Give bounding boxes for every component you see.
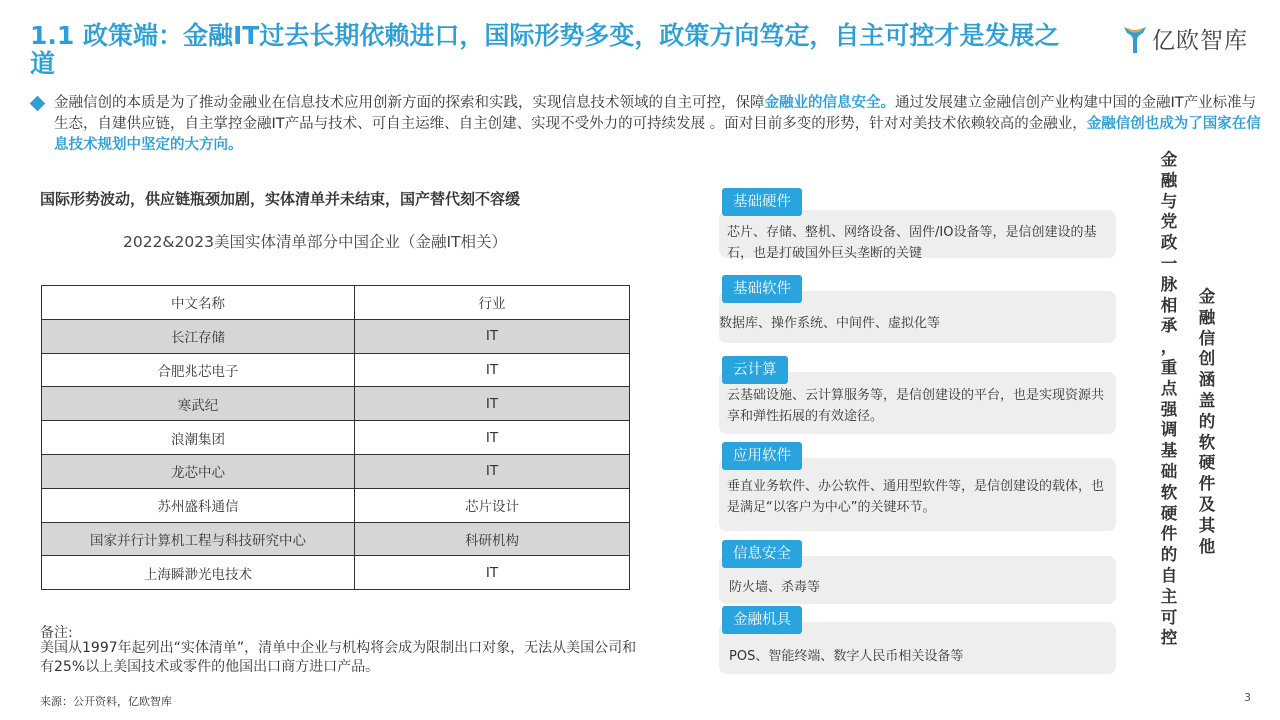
intro-highlight-2: 金融信创也成为了国家在信息技术规划中坚定的大方向。 [54, 116, 1261, 153]
entity-list-table [41, 285, 630, 590]
intro-text-1: 金融信创的本质是为了推动金融业在信息技术应用创新方面的探索和实践，实现信息技术领域的自主可控，保障 [54, 95, 765, 111]
company-name-cell: 寒武纪 [42, 387, 355, 421]
column-header: 中文名称 [42, 286, 355, 320]
vertical-char: 点 [1160, 378, 1178, 398]
company-name-cell: 国家并行计算机工程与科技研究中心 [42, 522, 355, 556]
vertical-char: 一 [1160, 253, 1178, 273]
industry-cell: 芯片设计 [355, 488, 630, 522]
category-desc: POS、智能终端、数字人民币相关设备等 [729, 649, 964, 664]
vertical-char: 重 [1160, 357, 1178, 377]
page-number: 3 [1244, 691, 1251, 704]
vertical-char: 件 [1198, 474, 1216, 494]
category-desc: 防火墙、杀毒等 [729, 580, 821, 595]
table-row [42, 454, 630, 488]
note-label: 备注: [40, 625, 73, 641]
vertical-char: 软 [1160, 482, 1178, 502]
intro-block [32, 93, 1262, 156]
category-label: 云计算 [722, 356, 788, 384]
vertical-char: 他 [1198, 536, 1216, 556]
logo-icon [1122, 23, 1148, 55]
vertical-char: 的 [1160, 545, 1178, 565]
company-name-cell: 长江存储 [42, 319, 355, 353]
category-label: 基础硬件 [722, 188, 802, 216]
vertical-char: 软 [1198, 432, 1216, 452]
table-row [42, 556, 630, 590]
intro-text-2: 通过发展建立金融信创产业构建中国的金融IT产业标准与生态，自建供应链，自主掌控金融IT产品与技术、可自主运维、自主创建、实现不受外力的可持续发展 。面对目前多变的形势，针对对美技术依赖较高的金融业， [54, 95, 1257, 132]
table-row [42, 319, 630, 353]
vertical-char: 及 [1198, 494, 1216, 514]
category-desc: 数据库、操作系统、中间件、虚拟化等 [719, 316, 941, 331]
category-label: 应用软件 [722, 442, 802, 470]
vertical-char: 相 [1160, 295, 1178, 315]
company-name-cell: 合肥兆芯电子 [42, 353, 355, 387]
side-text-coverage [1196, 287, 1218, 557]
vertical-char: 创 [1198, 349, 1216, 369]
industry-cell: IT [355, 387, 630, 421]
vertical-char: 硬 [1198, 453, 1216, 473]
company-name-cell: 浪潮集团 [42, 421, 355, 455]
page-title: 1.1 政策端：金融IT过去长期依赖进口，国际形势多变，政策方向笃定，自主可控才是发展之道 [30, 21, 1060, 78]
vertical-char: 融 [1198, 307, 1216, 327]
source-text: 来源：公开资料，亿欧智库 [40, 695, 172, 708]
vertical-char: 承 [1160, 316, 1178, 336]
vertical-char: 主 [1160, 586, 1178, 606]
category-label: 金融机具 [722, 606, 802, 634]
column-header: 行业 [355, 286, 630, 320]
table-row [42, 522, 630, 556]
category-desc: 垂直业务软件、办公软件、通用型软件等，是信创建设的载体，也是满足“以客户为中心”的关键环节。 [727, 479, 1105, 515]
table-title: 2022&2023美国实体清单部分中国企业（金融IT相关） [122, 233, 508, 251]
table-row [42, 387, 630, 421]
industry-cell: IT [355, 319, 630, 353]
vertical-char: 自 [1160, 565, 1178, 585]
logo [1122, 22, 1248, 55]
vertical-char: 涵 [1198, 370, 1216, 390]
table-row [42, 488, 630, 522]
vertical-char: 硬 [1160, 503, 1178, 523]
vertical-char: ， [1160, 337, 1178, 357]
vertical-char: 强 [1160, 399, 1178, 419]
table-row [42, 353, 630, 387]
table-header-row [42, 286, 630, 320]
industry-cell: IT [355, 421, 630, 455]
bullet-diamond-icon [30, 96, 46, 112]
vertical-char: 政 [1160, 233, 1178, 253]
vertical-char: 的 [1198, 411, 1216, 431]
side-text-policy [1158, 150, 1180, 649]
vertical-char: 盖 [1198, 390, 1216, 410]
industry-cell: IT [355, 556, 630, 590]
vertical-char: 与 [1160, 191, 1178, 211]
intro-paragraph [54, 93, 1262, 156]
vertical-char: 党 [1160, 212, 1178, 232]
company-name-cell: 龙芯中心 [42, 454, 355, 488]
vertical-char: 其 [1198, 515, 1216, 535]
industry-cell: IT [355, 454, 630, 488]
vertical-char: 融 [1160, 170, 1178, 190]
vertical-char: 控 [1160, 628, 1178, 648]
vertical-char: 金 [1198, 287, 1216, 306]
intro-highlight-1: 金融业的信息安全。 [764, 95, 895, 111]
vertical-char: 础 [1160, 461, 1178, 481]
category-label: 基础软件 [722, 275, 802, 303]
industry-cell: IT [355, 353, 630, 387]
category-desc: 芯片、存储、整机、网络设备、固件/IO设备等，是信创建设的基石，也是打破国外巨头垄断的关键 [727, 225, 1097, 261]
industry-cell: 科研机构 [355, 522, 630, 556]
table-row [42, 421, 630, 455]
vertical-char: 金 [1160, 150, 1178, 169]
vertical-char: 基 [1160, 441, 1178, 461]
vertical-char: 调 [1160, 420, 1178, 440]
company-name-cell: 苏州盛科通信 [42, 488, 355, 522]
logo-text: 亿欧智库 [1152, 28, 1248, 54]
vertical-char: 可 [1160, 607, 1178, 627]
company-name-cell: 上海瞬渺光电技术 [42, 556, 355, 590]
vertical-char: 脉 [1160, 274, 1178, 294]
vertical-char: 件 [1160, 524, 1178, 544]
category-label: 信息安全 [722, 540, 802, 568]
category-desc: 云基础设施、云计算服务等，是信创建设的平台，也是实现资源共享和弹性拓展的有效途径。 [727, 388, 1105, 424]
note-text: 美国从1997年起列出“实体清单”，清单中企业与机构将会成为限制出口对象，无法从美国公司和有25%以上美国技术或零件的他国出口商方进口产品。 [40, 640, 637, 675]
section-subhead: 国际形势波动，供应链瓶颈加剧，实体清单并未结束，国产替代刻不容缓 [40, 190, 521, 208]
vertical-char: 信 [1198, 328, 1216, 348]
